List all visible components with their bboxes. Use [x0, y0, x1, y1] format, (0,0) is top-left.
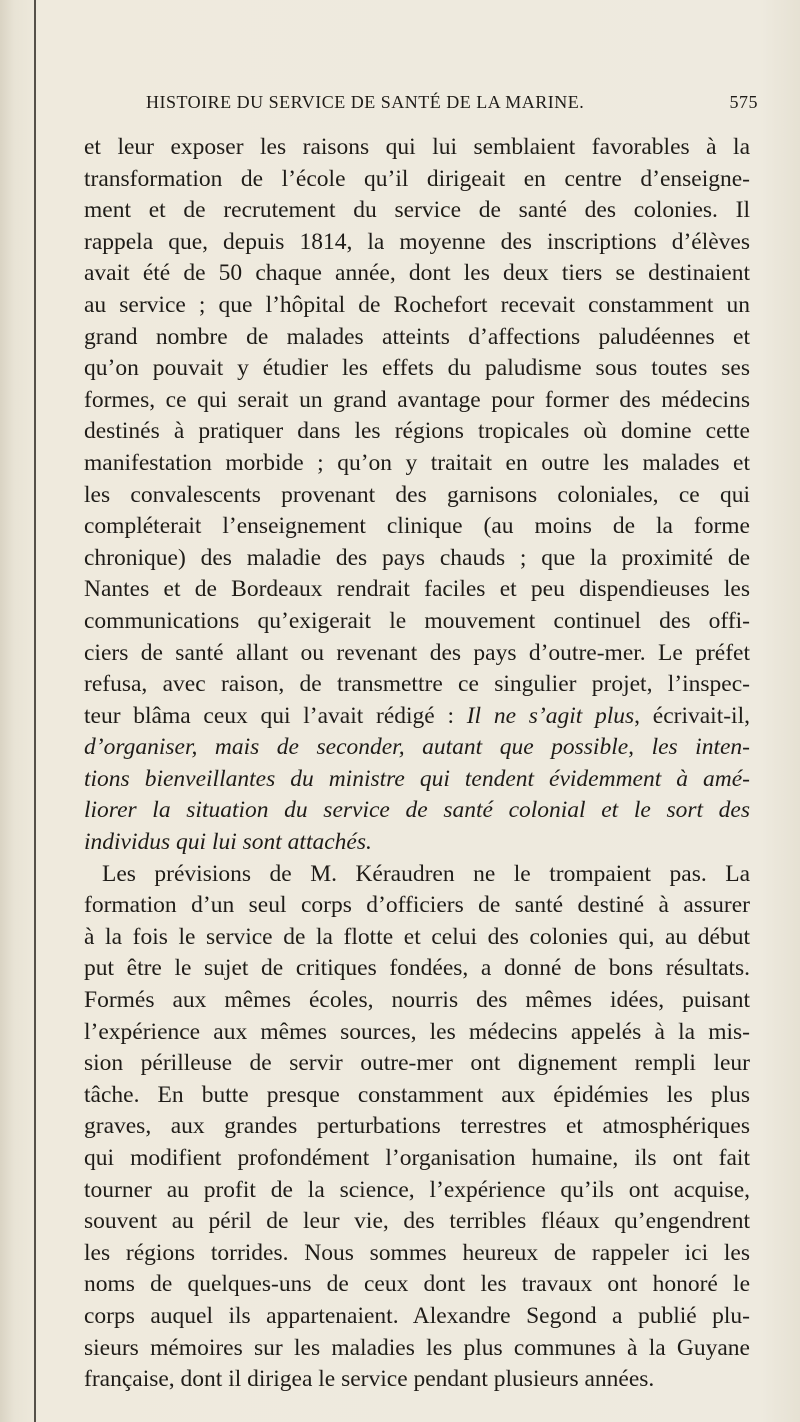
text-line: noms de quelques-uns de ceux dont les travaux ont honoré le — [84, 1271, 750, 1298]
italic-quote-line: individus qui lui sont attachés. — [84, 829, 372, 856]
binding-edge — [34, 0, 36, 1422]
page-number: 575 — [729, 92, 758, 112]
text-line: chronique) des maladie des pays chauds ; que la proximité de — [84, 544, 750, 571]
text-line: les convalescents provenant des garnisons coloniales, ce qui — [84, 481, 750, 508]
text-line: avait été de 50 chaque année, dont les deux tiers se destinaient — [84, 260, 750, 287]
text-line: tâche. En butte presque constamment aux épidémies les plus — [84, 1081, 750, 1108]
body-text — [84, 132, 750, 1396]
text-line-mixed — [84, 701, 750, 733]
text-line: Nantes et de Bordeaux rendrait faciles et peu dispendieuses les — [84, 576, 750, 603]
text-line: transformation de l’école qu’il dirigeait en centre d’enseigne- — [84, 165, 750, 192]
text-line: manifestation morbide ; qu’on y traitait en outre les malades et — [84, 449, 750, 476]
roman-segment: teur blâma ceux qui l’avait rédigé : — [84, 702, 467, 729]
text-line: grand nombre de malades atteints d’affections paludéennes et — [84, 323, 750, 350]
text-line: communications qu’exigerait le mouvement continuel des offi- — [84, 607, 750, 634]
text-line: refusa, avec raison, de transmettre ce singulier projet, l’inspec- — [84, 671, 750, 698]
text-line: ment et de recrutement du service de santé des colonies. Il — [84, 197, 750, 224]
text-line: au service ; que l’hôpital de Rochefort recevait constamment un — [84, 291, 750, 318]
text-line: qu’on pouvait y étudier les effets du paludisme sous toutes ses — [84, 355, 750, 382]
italic-quote-start: Il ne s’agit plus — [466, 702, 635, 729]
text-line: compléterait l’enseignement clinique (au moins de la forme — [84, 513, 750, 540]
text-line: tourner au profit de la science, l’expérience qu’ils ont acquise, — [84, 1176, 750, 1203]
text-line: française, dont il dirigea le service pendant plusieurs années. — [84, 1366, 655, 1393]
text-line: formation d’un seul corps d’officiers de santé destiné à assurer — [84, 892, 750, 919]
paragraph-start-line: Les prévisions de M. Kéraudren ne le trompaient pas. La — [102, 860, 750, 887]
text-line: corps auquel ils appartenaient. Alexandre Segond a publié plu- — [84, 1302, 750, 1329]
italic-quote-line: liorer la situation du service de santé colonial et le sort des — [84, 797, 750, 824]
text-line: souvent au péril de leur vie, des terribles fléaux qu’engendrent — [84, 1208, 750, 1235]
text-line: formes, ce qui serait un grand avantage pour former des médecins — [84, 386, 750, 413]
text-line: sieurs mémoires sur les maladies les plus communes à la Guyane — [84, 1334, 750, 1361]
text-line: graves, aux grandes perturbations terrestres et atmosphériques — [84, 1113, 750, 1140]
running-title: HISTOIRE DU SERVICE DE SANTÉ DE LA MARINE. — [146, 92, 585, 112]
text-line: destinés à pratiquer dans les régions tropicales où domine cette — [84, 418, 750, 445]
running-head — [84, 92, 764, 118]
roman-segment-tail: , écrivait-il, — [634, 702, 750, 729]
text-line: les régions torrides. Nous sommes heureux de rappeler ici les — [84, 1239, 750, 1266]
text-line: l’expérience aux mêmes sources, les médecins appelés à la mis- — [84, 1018, 750, 1045]
text-line: qui modifient profondément l’organisation humaine, ils ont fait — [84, 1145, 750, 1171]
text-line: et leur exposer les raisons qui lui semblaient favorables à la — [84, 134, 750, 160]
text-line: ciers de santé allant ou revenant des pays d’outre-mer. Le préfet — [84, 639, 750, 666]
italic-quote-line: tions bienveillantes du ministre qui tendent évidemment à amé- — [84, 765, 750, 792]
text-line: à la fois le service de la flotte et celui des colonies qui, au début — [84, 923, 750, 950]
text-line: Formés aux mêmes écoles, nourris des mêmes idées, puisant — [84, 987, 750, 1014]
text-line: rappela que, depuis 1814, la moyenne des inscriptions d’élèves — [84, 228, 750, 255]
text-line: put être le sujet de critiques fondées, a donné de bons résultats. — [84, 955, 750, 982]
text-line: sion périlleuse de servir outre-mer ont dignement rempli leur — [84, 1050, 750, 1077]
italic-quote-line: d’organiser, mais de seconder, autant que possible, les inten- — [84, 734, 750, 761]
